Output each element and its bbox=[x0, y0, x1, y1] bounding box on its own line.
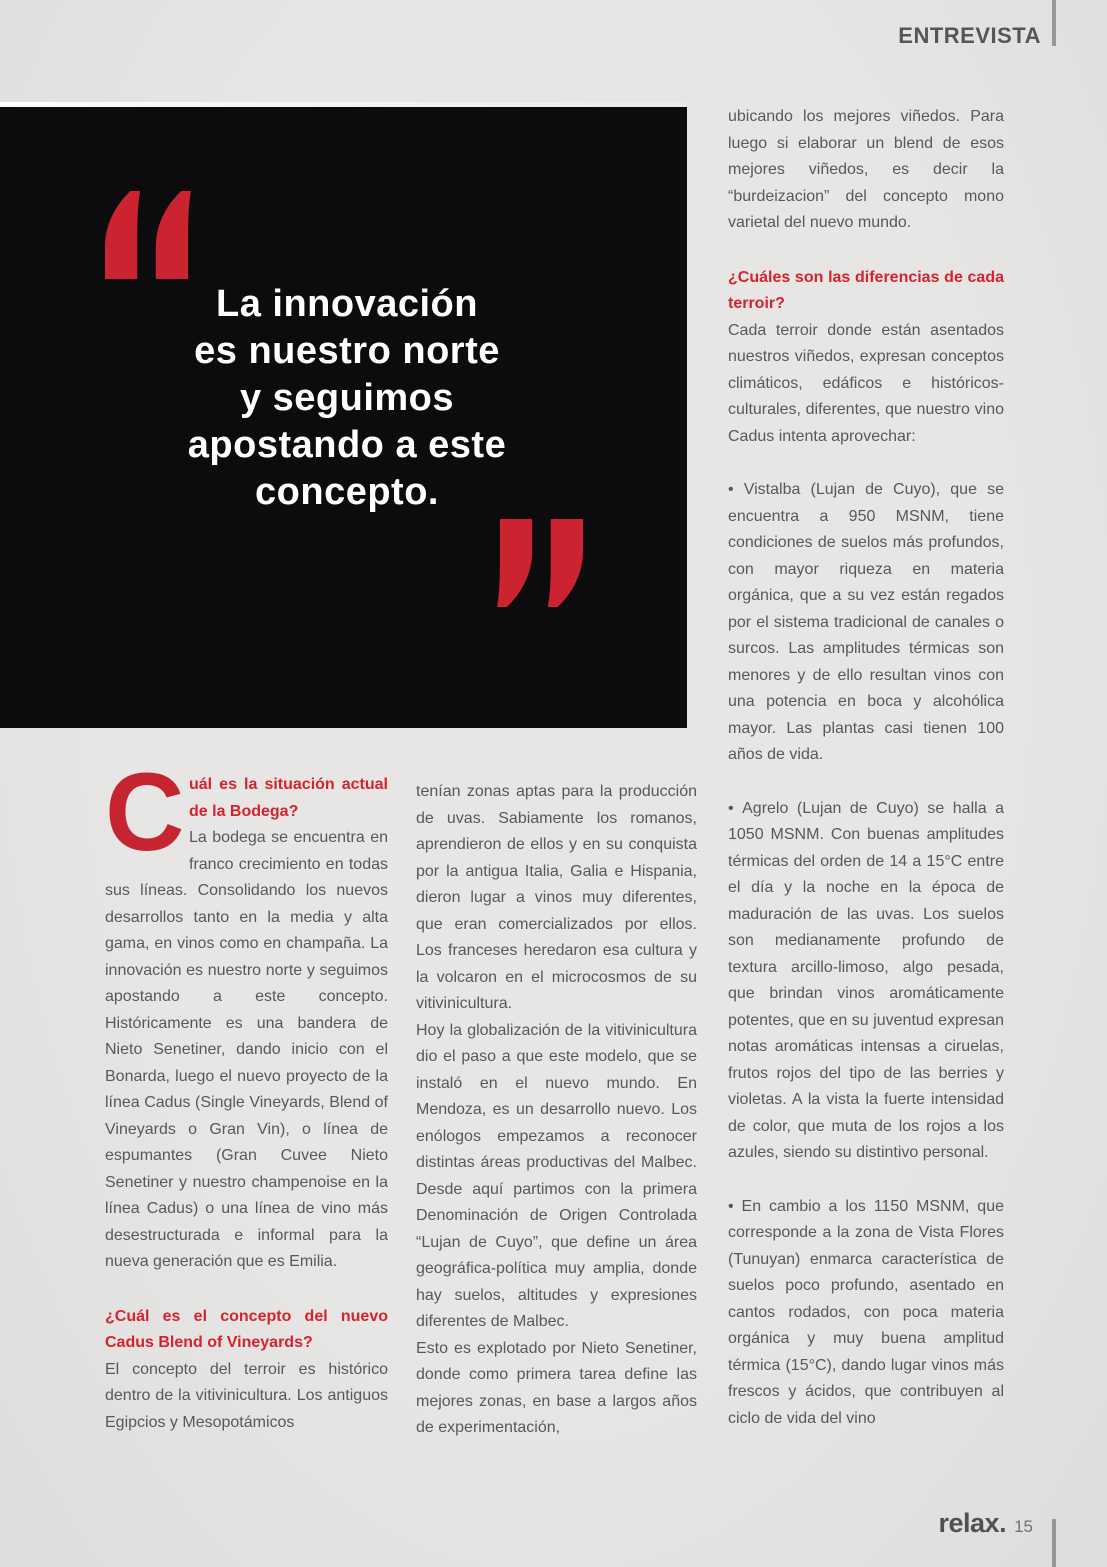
paragraph: ubicando los mejores viñedos. Para luego si elaborar un blend de esos mejores viñedos, es decir la “burdeizacion” del concepto mono varietal del nuevo mundo. bbox=[728, 108, 1004, 231]
close-quote-icon bbox=[497, 519, 583, 607]
question-heading: ¿Cuál es el concepto del nuevo Cadus Blend of Vineyards? bbox=[105, 1307, 388, 1351]
paragraph: Cada terroir donde están asentados nuestros viñedos, expresan conceptos climáticos, edáficos e históricos-culturales, diferentes, que nuestro vino Cadus intenta aprovechar: bbox=[728, 321, 1004, 445]
bullet-item: • Vistalba (Lujan de Cuyo), que se encuentra a 950 MSNM, tiene condiciones de suelos más profundos, con mayor riqueza en materia orgánica, que a su vez están regados por el sistema tradicional de canales o surcos. Las amplitudes térmicas son menores y de ello resultan vinos con una potencia en boca y alcohólica mayor. Las plantas casi tienen 100 años de vida. bbox=[728, 477, 1004, 769]
bullet-item: • Agrelo (Lujan de Cuyo) se halla a 1050 MSNM. Con buenas amplitudes térmicas del orden de 14 a 15°C entre el día y la noche en la época de maduración de las uvas. Los suelos son medianamente profundo de textura arcillo-limoso, algo pesada, que brindan vinos aromáticamente potentes, que en su juventud expresan notas aromáticas intensas a ciruelas, frutos rojos del tipo de las berries y violetas. A la vista la fuerte intensidad de color, que muta de los rojos a los azules, siendo su distintivo personal. bbox=[728, 796, 1004, 1167]
article-column-1 bbox=[105, 751, 388, 1436]
section-label: ENTREVISTA bbox=[898, 23, 1041, 48]
paragraph: La bodega se encuentra en franco crecimiento en todas sus líneas. Consolidando los nuevos desarrollos tanto en la media y alta gama, en vinos como en champaña. La innovación es nuestro norte y seguimos apostando a este concepto. Históricamente es una bandera de Nieto Senetiner, dando inicio con el Bonarda, luego el nuevo proyecto de la línea Cadus (Single Vineyards, Blend of Vineyards o Gran Vin), o línea de espumantes (Gran Cuvee Nieto Senetiner y nuestro champenoise en la línea Cadus) o una línea de vino más desestructurada e informal para la nueva generación que es Emilia. bbox=[105, 829, 388, 1270]
paragraph: Hoy la globalización de la vitivinicultura dio el paso a que este modelo, que se instaló en el nuevo mundo. En Mendoza, es un desarrollo nuevo. Los enólogos empezamos a reconocer distintas áreas productivas del Malbec. Desde aquí partimos con la primera Denominación de Origen Controlada “Lujan de Cuyo”, que define un área geográfica-política muy amplia, donde hay suelos, altitudes y expresiones diferentes de Malbec. bbox=[416, 1021, 697, 1330]
question-heading: uál es la situación actual de la Bodega? bbox=[189, 776, 388, 820]
drop-cap: C bbox=[105, 751, 185, 874]
pull-quote-line: La innovación bbox=[216, 283, 478, 325]
pull-quote-line: concepto. bbox=[255, 471, 439, 513]
page-number: 15 bbox=[1014, 1517, 1033, 1536]
bullet-item: • En cambio a los 1150 MSNM, que corresponde a la zona de Vista Flores (Tunuyan) enmarca característica de suelos poco profundo, asentado en cantos rodados, con poca materia orgánica y muy buena amplitud térmica (15°C), dando lugar vinos más frescos y ácidos, que contribuyen al ciclo de vida del vino bbox=[728, 1194, 1004, 1433]
pull-quote-line: es nuestro norte bbox=[194, 330, 500, 372]
paragraph: tenían zonas aptas para la producción de uvas. Sabiamente los romanos, aprendieron de ellos y en su conquista por la antigua Italia, Galia e Hispania, dieron lugar a vinos muy diferentes, que eran comercializados por ellos. Los franceses heredaron esa cultura y la volcaron en el microcosmos de su vitivinicultura. bbox=[416, 783, 697, 1012]
magazine-logo: relax. bbox=[938, 1508, 1007, 1538]
footer-divider bbox=[1052, 1519, 1056, 1567]
pull-quote-text bbox=[103, 281, 591, 516]
footer bbox=[939, 1508, 1033, 1539]
article-column-2 bbox=[416, 779, 697, 1442]
article-column-3 bbox=[728, 104, 1004, 1432]
question-heading: ¿Cuáles son las diferencias de cada terroir? bbox=[728, 268, 1004, 312]
header-divider bbox=[1052, 0, 1056, 46]
paragraph: Esto es explotado por Nieto Senetiner, donde como primera tarea define las mejores zonas, en base a largos años de experimentación, bbox=[416, 1339, 697, 1436]
paragraph: El concepto del terroir es histórico dentro de la vitivinicultura. Los antiguos Egipcios y Mesopotámicos bbox=[105, 1360, 388, 1431]
pull-quote-line: apostando a este bbox=[187, 424, 507, 466]
open-quote-icon bbox=[105, 191, 191, 279]
pull-quote-line: y seguimos bbox=[239, 377, 455, 419]
pull-quote-box bbox=[0, 107, 687, 728]
